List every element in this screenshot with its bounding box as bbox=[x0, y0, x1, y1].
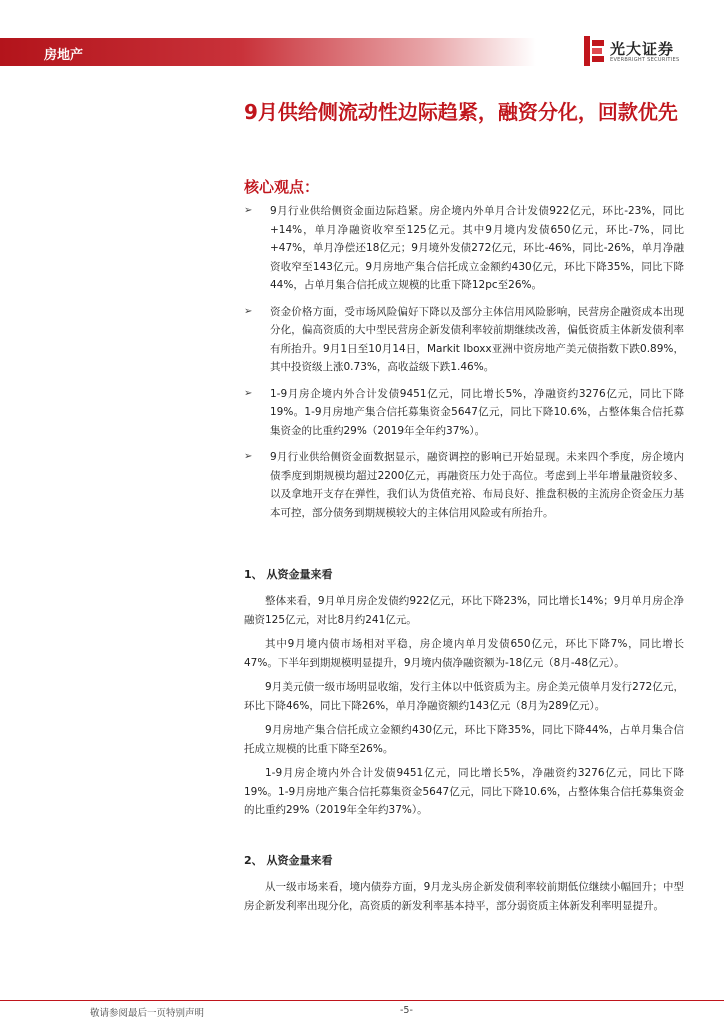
core-view-item bbox=[244, 448, 684, 522]
paragraph: 1-9月房企境内外合计发债9451亿元，同比增长5%，净融资约3276亿元，同比下降19%。1-9月房地产集合信托募集资金5647亿元，同比下降10.6%，占整体集合信托募集资金的比重约29%（2019年全年约37%）。 bbox=[244, 767, 684, 816]
core-view-text: 1-9月房企境内外合计发债9451亿元，同比增长5%，净融资约3276亿元，同比下降19%。1-9月房地产集合信托募集资金5647亿元，同比下降10.6%，占整体集合信托募集资金的比重约29%（2019年全年约37%）。 bbox=[270, 387, 684, 437]
paragraph: 整体来看，9月单月房企发债约922亿元，环比下降23%，同比增长14%；9月单月房企净融资125亿元，对比8月约241亿元。 bbox=[244, 595, 684, 626]
section-funding-price bbox=[244, 852, 684, 921]
section-title: 1、 从资金量来看 bbox=[244, 568, 333, 581]
footer-divider bbox=[0, 1000, 724, 1001]
paragraph: 其中9月境内债市场相对平稳，房企境内单月发债650亿元，环比下降7%，同比增长47%。下半年到期规模明显提升，9月境内债净融资额为-18亿元（8月-48亿元）。 bbox=[244, 638, 684, 669]
core-view-text: 资金价格方面，受市场风险偏好下降以及部分主体信用风险影响，民营房企融资成本出现分化，偏高资质的大中型民营房企新发债利率较前期继续改善，偏低资质主体新发债利率有所抬升。9月1日至10月14日，Markit Iboxx亚洲中资房地产美元债指数下跌0.89%，其中投资级上涨0.73%，高收益级下跌1.46%。 bbox=[270, 305, 684, 373]
arrow-bullet-icon: ➢ bbox=[244, 305, 253, 317]
logo-text-cn: 光大证券 bbox=[610, 40, 675, 58]
core-view-item bbox=[244, 303, 684, 377]
arrow-bullet-icon: ➢ bbox=[244, 451, 253, 462]
core-views-heading: 核心观点： bbox=[244, 178, 320, 196]
section-title: 2、 从资金量来看 bbox=[244, 854, 333, 867]
core-view-item bbox=[244, 385, 684, 441]
section-funding-volume bbox=[244, 566, 684, 826]
page-number: -5- bbox=[400, 1005, 413, 1016]
logo-mark-icon bbox=[584, 36, 606, 66]
arrow-bullet-icon: ➢ bbox=[244, 205, 253, 216]
logo-text-en: EVERBRIGHT SECURITIES bbox=[610, 57, 680, 63]
paragraph: 9月房地产集合信托成立金额约430亿元，环比下降35%，同比下降44%，占单月集合信托成立规模的比重下降至26%。 bbox=[244, 724, 684, 755]
category-label: 房地产 bbox=[44, 48, 84, 63]
core-view-text: 9月行业供给侧资金面边际趋紧。房企境内外单月合计发债922亿元，环比-23%，同比+14%，单月净融资收窄至125亿元。其中9月境内发债650亿元，环比-7%，同比+47%，单月净偿还18亿元；9月境外发债272亿元，环比-46%，同比-26%，单月净融资收窄至143亿元。9月房地产集合信托成立金额约430亿元，环比下降35%，同比下降44%，占单月集合信托成立规模的比重下降12pc至26%。 bbox=[270, 205, 684, 291]
company-logo bbox=[584, 36, 694, 70]
core-views-list bbox=[244, 202, 684, 530]
footer-disclaimer: 敬请参阅最后一页特别声明 bbox=[90, 1008, 205, 1019]
arrow-bullet-icon: ➢ bbox=[244, 387, 253, 399]
paragraph: 从一级市场来看，境内债券方面，9月龙头房企新发债利率较前期低位继续小幅回升；中型房企新发利率出现分化，高资质的新发利率基本持平，部分弱资质主体新发利率明显提升。 bbox=[244, 881, 684, 912]
report-title: 9月供给侧流动性边际趋紧，融资分化，回款优先 bbox=[244, 100, 678, 124]
paragraph: 9月美元债一级市场明显收缩，发行主体以中低资质为主。房企美元债单月发行272亿元，环比下降46%，同比下降26%，单月净融资额约143亿元（8月为289亿元）。 bbox=[244, 681, 684, 712]
core-view-item bbox=[244, 202, 684, 295]
category-banner bbox=[0, 38, 536, 66]
core-view-text: 9月行业供给侧资金面数据显示，融资调控的影响已开始显现。未来四个季度，房企境内债季度到期规模均超过2200亿元，再融资压力处于高位。考虑到上半年增量融资较多、以及拿地开支存在弹性，我们认为货值充裕、布局良好、推盘积极的主流房企资金压力基本可控，部分债务到期规模较大的主体信用风险或有所抬升。 bbox=[270, 451, 684, 519]
